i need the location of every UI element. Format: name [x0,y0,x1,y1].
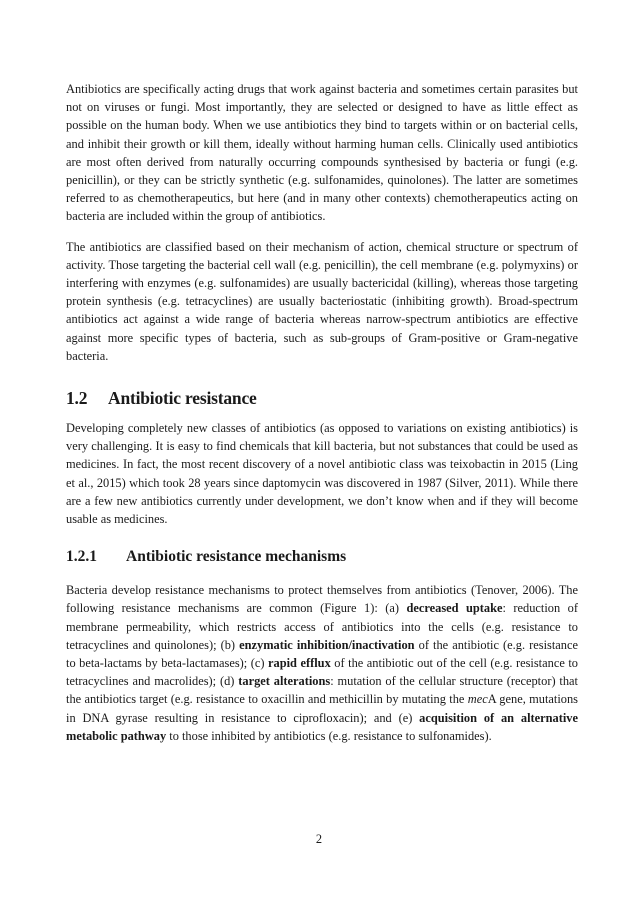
term-enzymatic-inhibition: enzymatic inhibition/inactivation [239,637,415,652]
subsection-heading-1-2-1 [66,547,578,567]
text-segment: A gene, mutations in DNA gyrase resulting in resistance to ciprofloxacin); and (e) [66,692,578,725]
text-segment: : mutation of the cellular structure (receptor) that the antibiotics target (e.g. resistance to oxacillin and methicillin by mutating the [66,674,578,707]
text-segment: of the antibiotic out of the cell (e.g. resistance to tetracyclines and macrolides); (d) [66,656,578,689]
intro-paragraph-1: Antibiotics are specifically acting drugs that work against bacteria and sometimes certain parasites but not on viruses or fungi. Most importantly, they are selected or designed to have as little effect as possible on the human body. When we use antibiotics they bind to targets within or on bacterial cells, and inhibit their growth or kill them, ideally without harming human cells. Clinically used antibiotics are most often derived from naturally occurring compounds synthesised by bacteria or fungi (e.g. penicillin), or they can be strictly synthetic (e.g. sulfonamides, quinolones). The latter are sometimes referred to as chemotherapeutics, but here (and in many other contexts) chemotherapeutics acting on bacteria are included within the group of antibiotics. [66,82,578,224]
term-alternative-metabolic-pathway: acquisition of an alternative metabolic pathway [66,710,578,743]
subsection-title: Antibiotic resistance mechanisms [126,548,347,566]
resistance-mechanisms-paragraph [66,581,578,745]
term-decreased-uptake: decreased uptake [406,601,503,616]
subsection-number: 1.2.1 [66,548,97,566]
section-1-2-paragraph: Developing completely new classes of antibiotics (as opposed to variations on existing antibiotics) is very challenging. It is easy to find chemicals that kill bacteria, but not substances that could be used as medicines. In fact, the most recent discovery of a novel antibiotic class was teixobactin in 2015 (Ling et al., 2015) which took 28 years since daptomycin was discovered in 1987 (Silver, 2011). While there are a few new antibiotics currently under development, we don’t know when and if they will become usable as medicines. [66,421,578,527]
section-heading-1-2 [66,387,578,409]
term-rapid-efflux: rapid efflux [268,656,331,671]
text-segment: : reduction of membrane permeability, which restricts access of antibiotics into the cells (e.g. resistance to tetracyclines and quinolones); (b) [66,601,578,652]
term-target-alterations: target alterations [238,674,331,689]
section-title: Antibiotic resistance [108,388,257,409]
document-page [66,80,578,745]
text-segment: to those inhibited by antibiotics (e.g. resistance to sulfonamides). [166,728,492,743]
page-number: 2 [315,832,323,846]
text-segment: of the antibiotic (e.g. resistance to beta-lactams by beta-lactamases); (c) [66,637,578,671]
section-number: 1.2 [66,388,88,409]
gene-name-mec: mec [467,692,488,707]
text-segment: Bacteria develop resistance mechanisms to protect themselves from antibiotics (Tenover, 2006). The following resistance mechanisms are common (Figure 1): (a) [66,583,578,616]
intro-paragraph-2: The antibiotics are classified based on their mechanism of action, chemical structure or spectrum of activity. Those targeting the bacterial cell wall (e.g. penicillin), the cell membrane (e.g. polymyxins) or interfering with enzymes (e.g. sulfonamides) are usually bactericidal (killing), whereas those targeting protein synthesis (e.g. tetracyclines) are usually bacteriostatic (inhibiting growth). Broad-spectrum antibiotics act against a wide range of bacteria whereas narrow-spectrum antibiotics are effective against more specific types of bacteria, such as sub-groups of Gram-positive or Gram-negative bacteria. [66,239,578,363]
